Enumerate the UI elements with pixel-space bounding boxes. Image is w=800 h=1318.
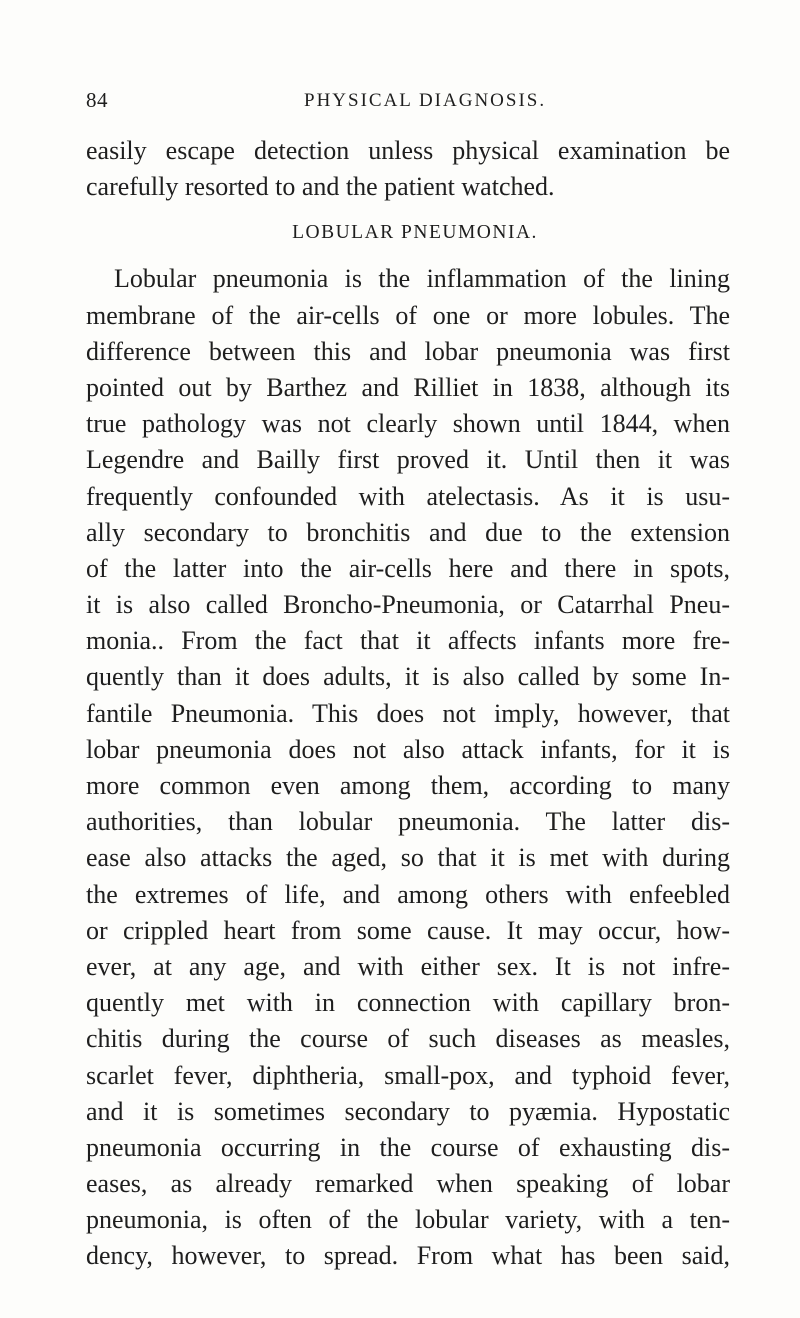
paragraph-line: dency, however, to spread. From what has been said, — [86, 1241, 730, 1271]
paragraph-line: pneumonia occurring in the course of exhausting dis- — [86, 1132, 730, 1162]
paragraph-line: pointed out by Barthez and Rilliet in 1838, although its — [86, 372, 730, 402]
paragraph-line: true pathology was not clearly shown until 1844, when — [86, 409, 730, 439]
paragraph-line: difference between this and lobar pneumonia was first — [86, 336, 730, 366]
paragraph-line: monia.. From the fact that it affects infants more fre- — [86, 626, 730, 656]
running-title: PHYSICAL DIAGNOSIS. — [304, 90, 547, 111]
paragraph-line: Lobular pneumonia is the inflammation of the lining — [114, 264, 730, 294]
paragraph-line: fantile Pneumonia. This does not imply, however, that — [86, 698, 730, 728]
paragraph-line: eases, as already remarked when speaking of lobar — [86, 1169, 730, 1199]
paragraph-line: frequently confounded with atelectasis. As it is usu- — [86, 481, 730, 511]
paragraph-line: quently than it does adults, it is also called by some In- — [86, 662, 730, 692]
paragraph-line: chitis during the course of such diseases as measles, — [86, 1024, 730, 1054]
paragraph-line: authorities, than lobular pneumonia. The latter dis- — [86, 807, 730, 837]
paragraph-line: of the latter into the air-cells here and there in spots, — [86, 553, 730, 583]
paragraph-line: ever, at any age, and with either sex. It is not infre- — [86, 951, 730, 981]
paragraph-line: more common even among them, according to many — [86, 771, 730, 800]
paragraph-line: and it is sometimes secondary to pyæmia. Hypostatic — [86, 1096, 730, 1126]
paragraph-line: pneumonia, is often of the lobular variety, with a ten- — [86, 1205, 730, 1235]
paragraph-line: Legendre and Bailly first proved it. Until then it was — [86, 445, 730, 475]
intro-line: carefully resorted to and the patient watched. — [86, 172, 555, 202]
paragraph-line: lobar pneumonia does not also attack infants, for it is — [86, 734, 730, 764]
page-number: 84 — [86, 88, 108, 112]
paragraph-line: ally secondary to bronchitis and due to the extension — [86, 517, 730, 547]
page-body — [86, 133, 730, 1275]
section-heading: LOBULAR PNEUMONIA. — [292, 222, 538, 244]
paragraph-line: or crippled heart from some cause. It may occur, how- — [86, 915, 730, 945]
intro-line: easily escape detection unless physical examination be — [86, 136, 730, 165]
running-header — [86, 88, 730, 118]
paragraph-line: membrane of the air-cells of one or more lobules. The — [86, 300, 730, 330]
paragraph-line: scarlet fever, diphtheria, small-pox, and typhoid fever, — [86, 1060, 730, 1090]
paragraph-line: ease also attacks the aged, so that it is met with during — [86, 843, 730, 873]
paragraph-line: quently met with in connection with capillary bron- — [86, 988, 730, 1018]
paragraph-line: the extremes of life, and among others with enfeebled — [86, 879, 730, 909]
paragraph-line: it is also called Broncho-Pneumonia, or Catarrhal Pneu- — [86, 590, 730, 620]
